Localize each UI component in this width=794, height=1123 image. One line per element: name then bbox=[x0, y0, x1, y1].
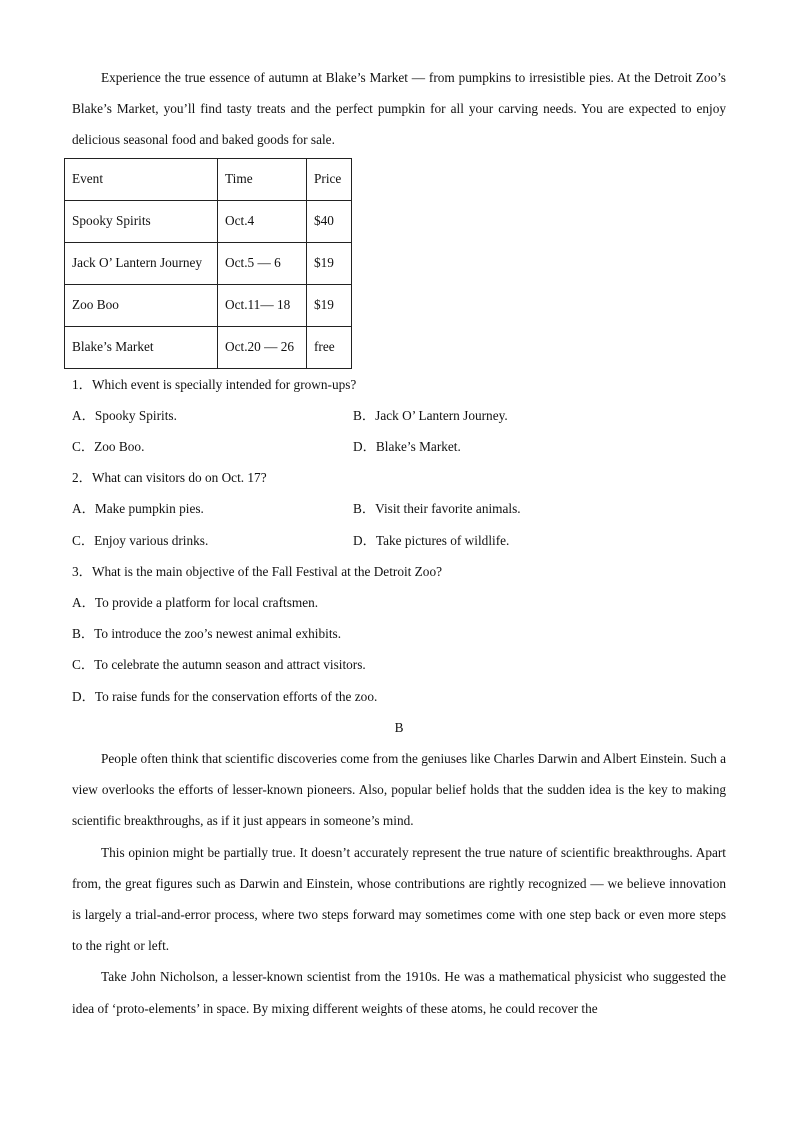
header-price: Price bbox=[307, 158, 352, 200]
time-cell: Oct.4 bbox=[218, 200, 307, 242]
passage-paragraph: This opinion might be partially true. It doesn’t accurately represent the true nature of scientific breakthroughs. Apart from, the great figures such as Darwin and Einstein, whose contributions are rightly recognized — we believe innovation is largely a trial-and-error process, where two steps forward may sometimes come with one step back or even more steps to the right or left. bbox=[72, 844, 726, 954]
passage-paragraph: People often think that scientific discoveries come from the geniuses like Charles Darwin and Albert Einstein. Such a view overlooks the efforts of lesser-known pioneers. Also, popular belief holds that the sudden idea is the key to making scientific breakthroughs, as if it just appears in someone’s mind. bbox=[72, 751, 726, 829]
document-page bbox=[72, 62, 726, 1024]
option-c: C．Zoo Boo. bbox=[72, 439, 145, 455]
time-cell: Oct.20 — 26 bbox=[218, 326, 307, 368]
option-b: B．Visit their favorite animals. bbox=[353, 501, 521, 517]
option-d: D．Take pictures of wildlife. bbox=[353, 532, 510, 548]
option-b: B．To introduce the zoo’s newest animal exhibits. bbox=[72, 626, 342, 642]
price-cell: $40 bbox=[307, 200, 352, 242]
question-2 bbox=[72, 462, 726, 556]
intro-paragraph: Experience the true essence of autumn at Blake’s Market — from pumpkins to irresistible pies. At the Detroit Zoo’s Blake’s Market, you’ll find tasty treats and the perfect pumpkin for all your carving needs. You are expected to enjoy delicious seasonal food and baked goods for sale. bbox=[72, 70, 726, 148]
passage-paragraph: Take John Nicholson, a lesser-known scientist from the 1910s. He was a mathematical physicist who suggested the idea of ‘proto-elements’ in space. By mixing different weights of these atoms, he could recover the bbox=[72, 969, 726, 1016]
question-stem: 3．What is the main objective of the Fall Festival at the Detroit Zoo? bbox=[72, 563, 443, 579]
table-header-row bbox=[65, 158, 352, 200]
option-c: C．To celebrate the autumn season and attract visitors. bbox=[72, 657, 366, 673]
option-a: A．To provide a platform for local craftsmen. bbox=[72, 595, 319, 611]
table-row bbox=[65, 200, 352, 242]
question-3 bbox=[72, 556, 726, 712]
option-d: D．To raise funds for the conservation efforts of the zoo. bbox=[72, 688, 378, 704]
question-stem: 1．Which event is specially intended for grown-ups? bbox=[72, 376, 357, 392]
option-a: A．Make pumpkin pies. bbox=[72, 501, 204, 517]
table-row bbox=[65, 284, 352, 326]
price-cell: $19 bbox=[307, 242, 352, 284]
price-cell: free bbox=[307, 326, 352, 368]
option-a: A．Spooky Spirits. bbox=[72, 407, 177, 423]
price-cell: $19 bbox=[307, 284, 352, 326]
option-d: D．Blake’s Market. bbox=[353, 439, 461, 455]
time-cell: Oct.5 — 6 bbox=[218, 242, 307, 284]
event-cell: Spooky Spirits bbox=[65, 200, 218, 242]
header-event: Event bbox=[65, 158, 218, 200]
time-cell: Oct.11— 18 bbox=[218, 284, 307, 326]
question-stem: 2．What can visitors do on Oct. 17? bbox=[72, 470, 267, 486]
event-cell: Zoo Boo bbox=[65, 284, 218, 326]
option-c: C．Enjoy various drinks. bbox=[72, 532, 209, 548]
option-b: B．Jack O’ Lantern Journey. bbox=[353, 407, 508, 423]
section-label: B bbox=[394, 719, 404, 735]
events-table bbox=[64, 158, 352, 369]
question-1 bbox=[72, 369, 726, 463]
table-row bbox=[65, 242, 352, 284]
header-time: Time bbox=[218, 158, 307, 200]
table-row bbox=[65, 326, 352, 368]
event-cell: Blake’s Market bbox=[65, 326, 218, 368]
event-cell: Jack O’ Lantern Journey bbox=[65, 242, 218, 284]
